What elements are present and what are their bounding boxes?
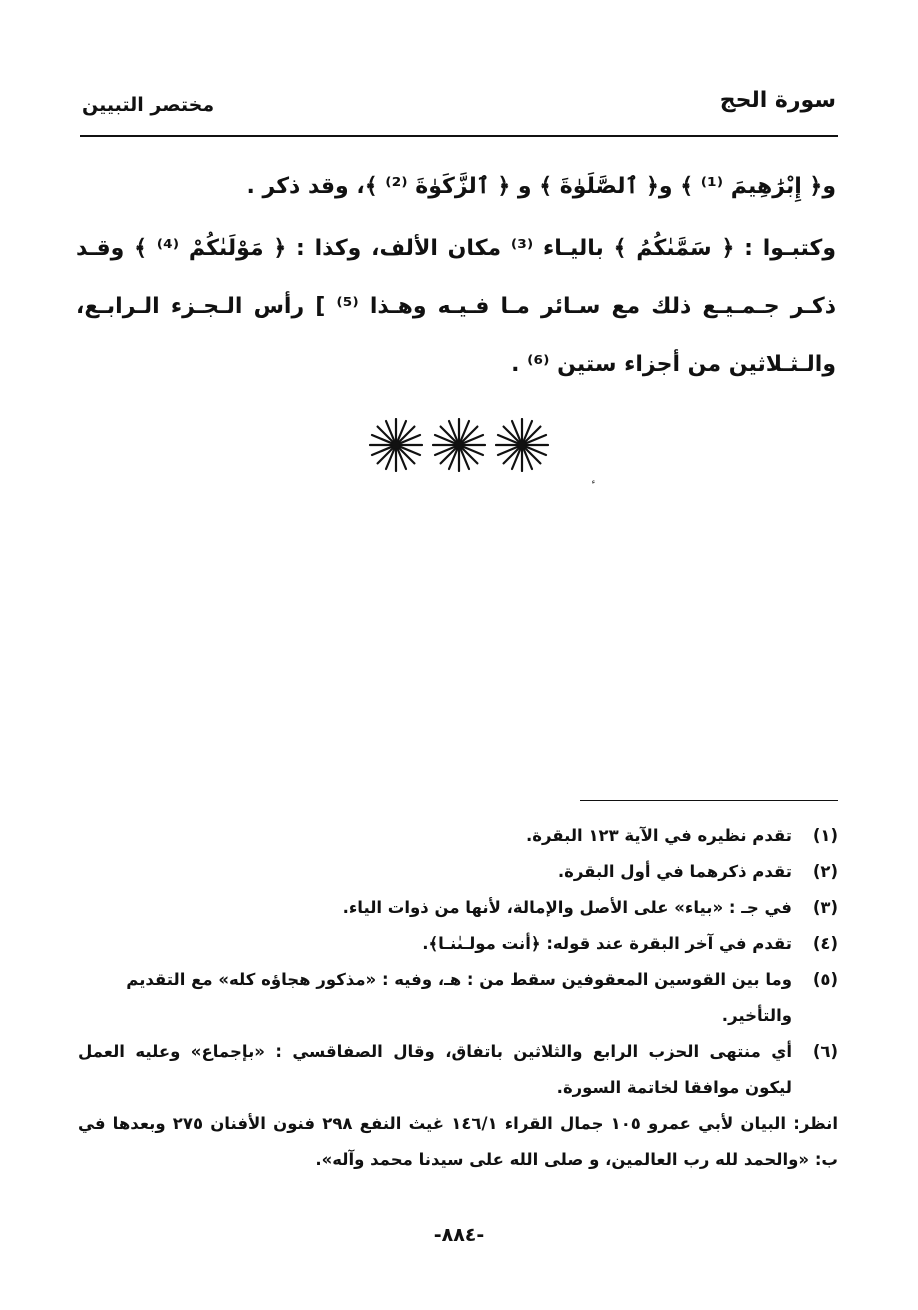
footnote-item — [78, 1034, 838, 1106]
footnote-text: تقدم ذكرهما في أول البقرة. — [557, 862, 792, 881]
footnote-text: أي منتهى الحزب الرابع والثلاثين باتفاق، وقال الصفاقسي : «بإجماع» وعليه العمل ليكون موافقا لخاتمة السورة. — [78, 1042, 792, 1097]
main-text-paragraph-2: وكتبـوا : ﴿ سَمَّىٰكُمُ ﴾ باليـاء ⁽³⁾ مكان الألف، وكذا : ﴿ مَوْلَىٰكُمْ ⁽⁴⁾ ﴾ وقـد ذكـر جـمـيـع ذلك مع سـائر مـا فـيـه وهـذا ⁽⁵⁾ ] رأس الـجـزء الـرابـع، والـثـلاثين من أجزاء ستين ⁽⁶⁾ . — [76, 236, 836, 377]
footnote-number: (٤) — [812, 934, 838, 953]
footnote-number: (٢) — [812, 862, 838, 881]
book-title: مختصر التبيين — [82, 94, 215, 116]
header-divider — [80, 135, 838, 137]
footnote-divider — [580, 800, 838, 801]
footnote-number: (٦) — [812, 1042, 838, 1061]
footnote-item — [78, 962, 838, 1034]
footnote-text: وما بين القوسين المعقوفين سقط من : هـ، وفيه : «مذكور هجاؤه كله» مع التقديم والتأخير. — [126, 970, 792, 1025]
main-text — [76, 158, 836, 394]
starburst-ornament-icon — [369, 418, 423, 472]
footnote-text: تقدم نظيره في الآية ١٢٣ البقرة. — [525, 826, 792, 845]
section-separator — [0, 418, 918, 476]
footnote-item — [78, 818, 838, 854]
surah-title: سورة الحج — [719, 88, 836, 113]
starburst-ornament-icon — [495, 418, 549, 472]
footnotes — [78, 818, 838, 1178]
footnote-number: (١) — [812, 826, 838, 845]
footnote-number: (٣) — [812, 898, 838, 917]
footnote-item — [78, 890, 838, 926]
footnote-sources-text: انظر: البيان لأبي عمرو ١٠٥ جمال القراء ١٤٦/١ غيث النفع ٢٩٨ فنون الأفنان ٢٧٥ وبعدها في ب: «والحمد لله رب العالمين، و صلى الله على سيدنا محمد وآله». — [78, 1114, 839, 1169]
footnote-number: (٥) — [812, 970, 838, 989]
starburst-ornament-icon — [432, 418, 486, 472]
footnote-item — [78, 926, 838, 962]
main-text-line-1: و﴿ إِبْرَٰهِيمَ ⁽¹⁾ ﴾ و﴿ ٱلصَّلَوٰةَ ﴾ و ﴿ ٱلزَّكَوٰةَ ⁽²⁾ ﴾، وقد ذكر . — [246, 174, 836, 199]
footnote-extra — [78, 1106, 838, 1178]
footnote-text: في جـ : «بياء» على الأصل والإمالة، لأنها من ذوات الياء. — [342, 898, 792, 917]
page-number: -٨٨٤- — [433, 1224, 485, 1246]
footnote-item — [78, 854, 838, 890]
footnote-text: تقدم في آخر البقرة عند قوله: ﴿أنت مولـىٰنـا﴾. — [422, 934, 792, 953]
